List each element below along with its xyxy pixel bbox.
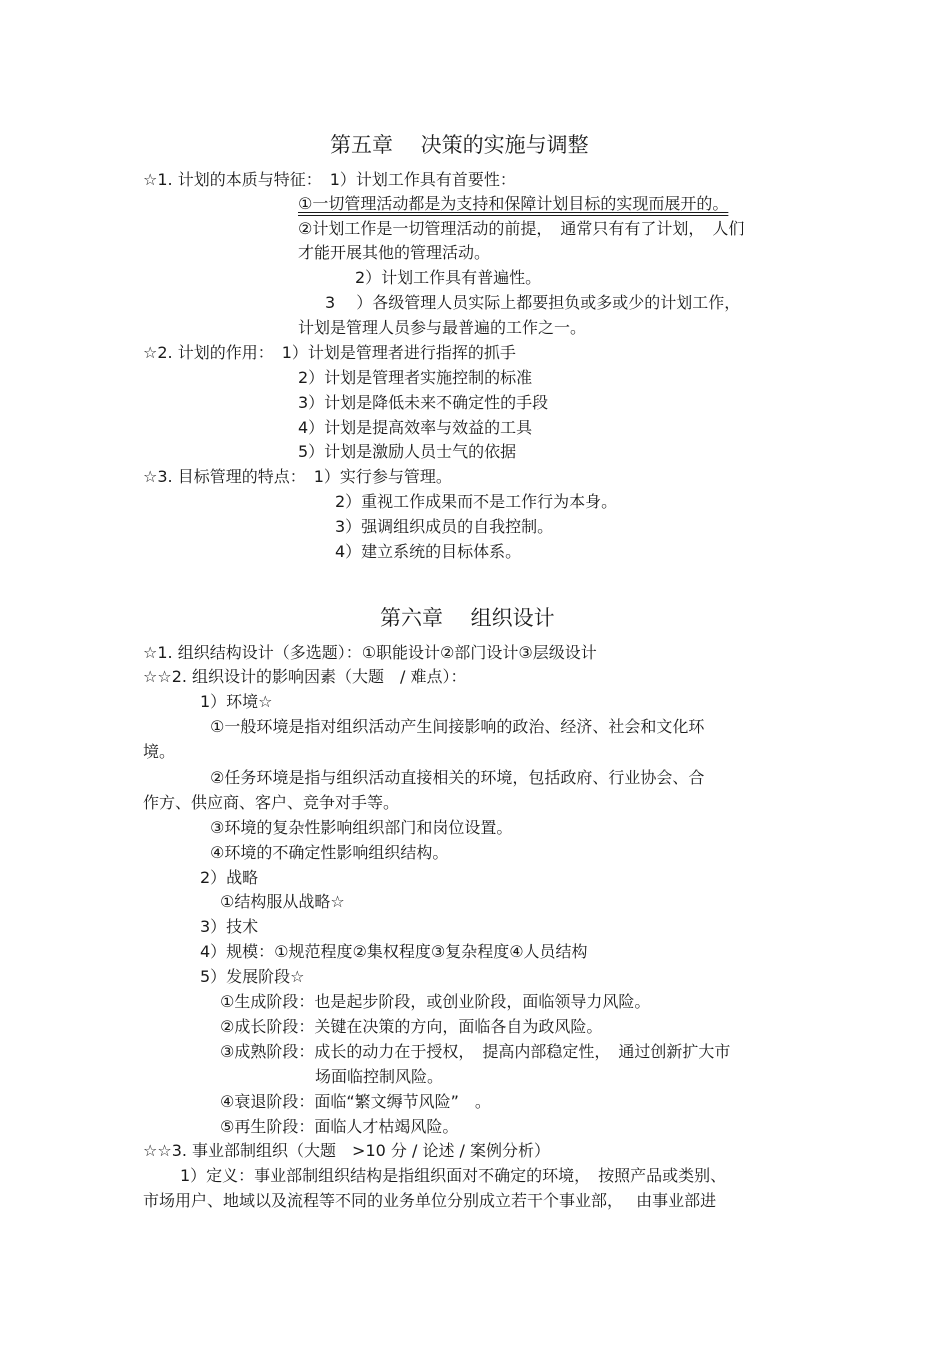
text-line: 2）计划是管理者实施控制的标准 <box>298 368 533 387</box>
text-line: 3）技术 <box>200 917 259 936</box>
text-line: 2）战略 <box>200 868 259 887</box>
text-line: ☆2. 计划的作用： 1）计划是管理者进行指挥的抓手 <box>143 343 516 362</box>
text-line: 3）强调组织成员的自我控制。 <box>335 517 554 536</box>
text-line: ☆☆2. 组织设计的影响因素（大题 / 难点）： <box>143 667 467 686</box>
text-line: ①结构服从战略☆ <box>220 892 345 911</box>
text-line: ②成长阶段：关键在决策的方向，面临各自为政风险。 <box>220 1017 603 1036</box>
text-line: ⑤再生阶段：面临人才枯竭风险。 <box>220 1117 459 1136</box>
text-line: 5）计划是激励人员士气的依据 <box>298 442 517 461</box>
text-line: 市场用户、地域以及流程等不同的业务单位分别成立若干个事业部， 由事业部进 <box>143 1191 717 1210</box>
text-line: 4）计划是提高效率与效益的工具 <box>298 418 533 437</box>
text-line: ①生成阶段：也是起步阶段，或创业阶段，面临领导力风险。 <box>220 992 651 1011</box>
text-line: ☆☆3. 事业部制组织（大题 >10 分 / 论述 / 案例分析） <box>143 1141 551 1160</box>
text-line: 3）计划是降低未来不确定性的手段 <box>298 393 549 412</box>
text-line: 才能开展其他的管理活动。 <box>298 243 491 262</box>
text-line: ④衰退阶段：面临“繁文缛节风险” 。 <box>220 1092 491 1111</box>
text-line: ③成熟阶段：成长的动力在于授权， 提高内部稳定性， 通过创新扩大市 <box>220 1042 731 1061</box>
text-line: 3 ）各级管理人员实际上都要担负或多或少的计划工作， <box>325 293 741 312</box>
chapter-5-title: 第五章 决策的实施与调整 <box>330 133 589 157</box>
text-line: 1）定义：事业部制组织结构是指组织面对不确定的环境， 按照产品或类别、 <box>180 1166 727 1185</box>
text-line: ②计划工作是一切管理活动的前提， 通常只有有了计划， 人们 <box>298 219 745 238</box>
text-line: ☆1. 计划的本质与特征： 1）计划工作具有首要性： <box>143 170 516 189</box>
text-line: 2）重视工作成果而不是工作行为本身。 <box>335 492 618 511</box>
text-line: ①一切管理活动都是为支持和保障计划目标的实现而展开的。 <box>298 194 729 213</box>
text-line: 计划是管理人员参与最普遍的工作之一。 <box>298 318 587 337</box>
text-line: ④环境的不确定性影响组织结构。 <box>210 843 449 862</box>
chapter-6-title: 第六章 组织设计 <box>380 606 555 630</box>
text-line: ☆3. 目标管理的特点： 1）实行参与管理。 <box>143 467 452 486</box>
text-line: 2）计划工作具有普遍性。 <box>355 268 542 287</box>
text-line: ②任务环境是指与组织活动直接相关的环境，包括政府、行业协会、合 <box>210 768 705 787</box>
text-line: 场面临控制风险。 <box>315 1067 444 1086</box>
text-line: ☆1. 组织结构设计（多选题）：①职能设计②部门设计③层级设计 <box>143 643 597 662</box>
text-line: ③环境的复杂性影响组织部门和岗位设置。 <box>210 818 513 837</box>
text-line: 4）规模：①规范程度②集权程度③复杂程度④人员结构 <box>200 942 588 961</box>
text-line: 作方、供应商、客户、竞争对手等。 <box>143 793 400 812</box>
text-line: 1）环境☆ <box>200 692 273 711</box>
text-line: 4）建立系统的目标体系。 <box>335 542 522 561</box>
text-line: ①一般环境是指对组织活动产生间接影响的政治、经济、社会和文化环 <box>210 717 705 736</box>
text-line: 5）发展阶段☆ <box>200 967 305 986</box>
text-line: 境。 <box>143 742 176 761</box>
